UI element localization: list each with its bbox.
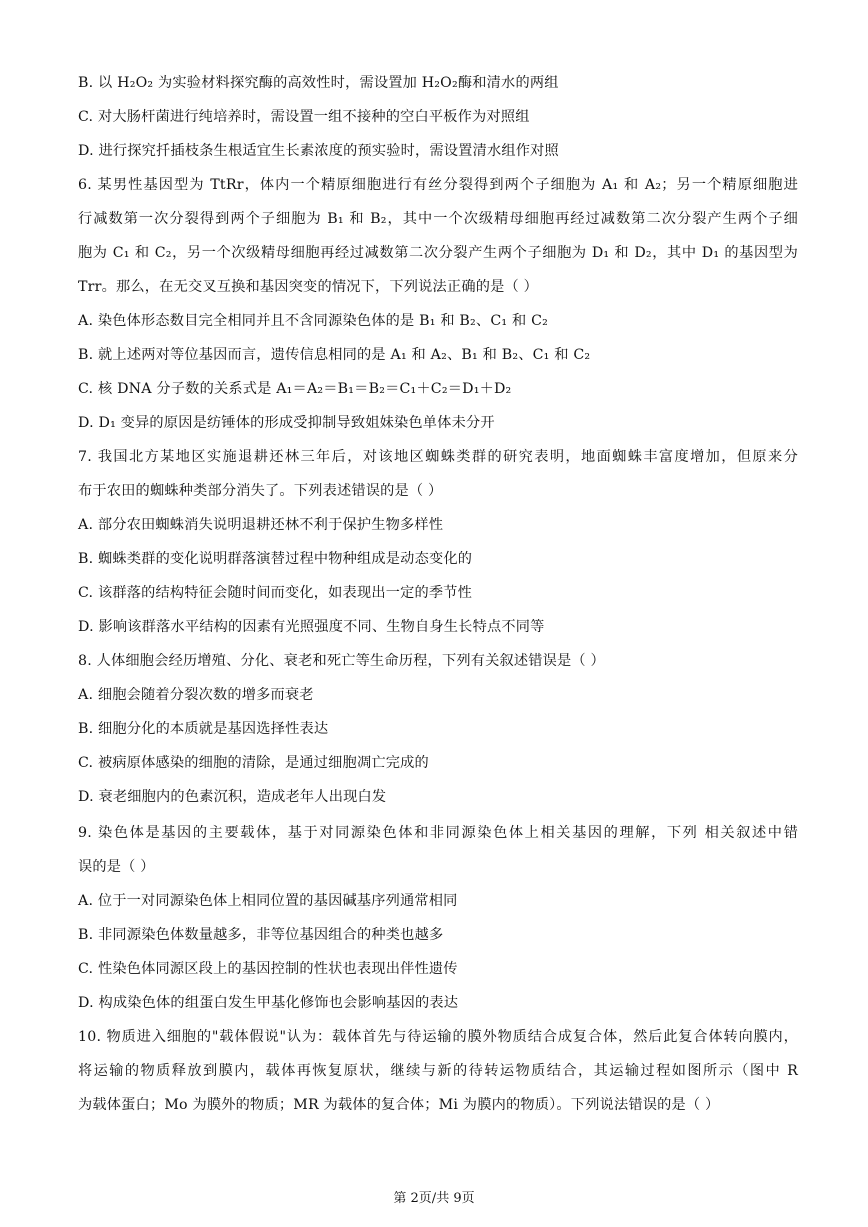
option-line: D. 构成染色体的组蛋白发生甲基化修饰也会影响基因的表达	[78, 995, 459, 1011]
question-line: 9. 染色体是基因的主要载体，基于对同源染色体和非同源染色体上相关基因的理解，下列 相关叙述中错	[78, 825, 798, 841]
option-line: D. 衰老细胞内的色素沉积，造成老年人出现白发	[78, 789, 387, 805]
option-line: D. 影响该群落水平结构的因素有光照强度不同、生物自身生长特点不同等	[78, 619, 545, 635]
question-line: 误的是（ ）	[78, 859, 155, 875]
option-line: A. 位于一对同源染色体上相同位置的基因碱基序列通常相同	[78, 893, 458, 909]
option-line: B. 非同源染色体数量越多，非等位基因组合的种类也越多	[78, 927, 444, 943]
question-line: 布于农田的蜘蛛种类部分消失了。下列表述错误的是（ ）	[78, 483, 443, 499]
option-line: C. 该群落的结构特征会随时间而变化，如表现出一定的季节性	[78, 585, 473, 601]
option-line: D. D₁ 变异的原因是纺锤体的形成受抑制导致姐妹染色单体未分开	[78, 415, 495, 431]
question-line: 8. 人体细胞会经历增殖、分化、衰老和死亡等生命历程，下列有关叙述错误是（ ）	[78, 653, 605, 669]
question-line: 将运输的物质释放到膜内，载体再恢复原状，继续与新的待转运物质结合，其运输过程如图所示（图中 R	[78, 1063, 798, 1079]
question-line: 10. 物质进入细胞的"载体假说"认为：载体首先与待运输的膜外物质结合成复合体，然后此复合体转向膜内，	[78, 1029, 798, 1045]
option-line: D. 进行探究扦插枝条生根适宜生长素浓度的预实验时，需设置清水组作对照	[78, 143, 559, 159]
question-line: 行减数第一次分裂得到两个子细胞为 B₁ 和 B₂，其中一个次级精母细胞再经过减数第二次分裂产生两个子细	[78, 211, 798, 227]
option-line: B. 细胞分化的本质就是基因选择性表达	[78, 721, 329, 737]
question-line: 胞为 C₁ 和 C₂，另一个次级精母细胞再经过减数第二次分裂产生两个子细胞为 D₁ 和 D₂，其中 D₁ 的基因型为	[78, 245, 798, 261]
option-line: A. 染色体形态数目完全相同并且不含同源染色体的是 B₁ 和 B₂、C₁ 和 C₂	[78, 313, 549, 329]
option-line: C. 核 DNA 分子数的关系式是 A₁＝A₂＝B₁＝B₂＝C₁＋C₂＝D₁＋D₂	[78, 381, 512, 397]
option-line: A. 部分农田蜘蛛消失说明退耕还林不利于保护生物多样性	[78, 517, 444, 533]
question-line: Trr。那么，在无交叉互换和基因突变的情况下，下列说法正确的是（ ）	[78, 279, 538, 295]
question-line: 为载体蛋白；Mo 为膜外的物质；MR 为载体的复合体；Mi 为膜内的物质）。下列说法错误的是（ ）	[78, 1097, 720, 1113]
option-line: C. 被病原体感染的细胞的清除，是通过细胞凋亡完成的	[78, 755, 429, 771]
option-line: A. 细胞会随着分裂次数的增多而衰老	[78, 687, 314, 703]
option-line: B. 以 H₂O₂ 为实验材料探究酶的高效性时，需设置加 H₂O₂酶和清水的两组	[78, 75, 559, 91]
option-line: B. 就上述两对等位基因而言，遗传信息相同的是 A₁ 和 A₂、B₁ 和 B₂、C₁ 和 C₂	[78, 347, 591, 363]
question-line: 7. 我国北方某地区实施退耕还林三年后，对该地区蜘蛛类群的研究表明，地面蜘蛛丰富度增加，但原来分	[78, 449, 798, 465]
option-line: B. 蜘蛛类群的变化说明群落演替过程中物种组成是动态变化的	[78, 551, 473, 567]
option-line: C. 性染色体同源区段上的基因控制的性状也表现出伴性遗传	[78, 961, 458, 977]
page-footer: 第 2页/共 9页	[393, 1191, 475, 1206]
option-line: C. 对大肠杆菌进行纯培养时，需设置一组不接种的空白平板作为对照组	[78, 109, 530, 125]
question-line: 6. 某男性基因型为 TtRr，体内一个精原细胞进行有丝分裂得到两个子细胞为 A₁ 和 A₂；另一个精原细胞进	[78, 177, 798, 193]
